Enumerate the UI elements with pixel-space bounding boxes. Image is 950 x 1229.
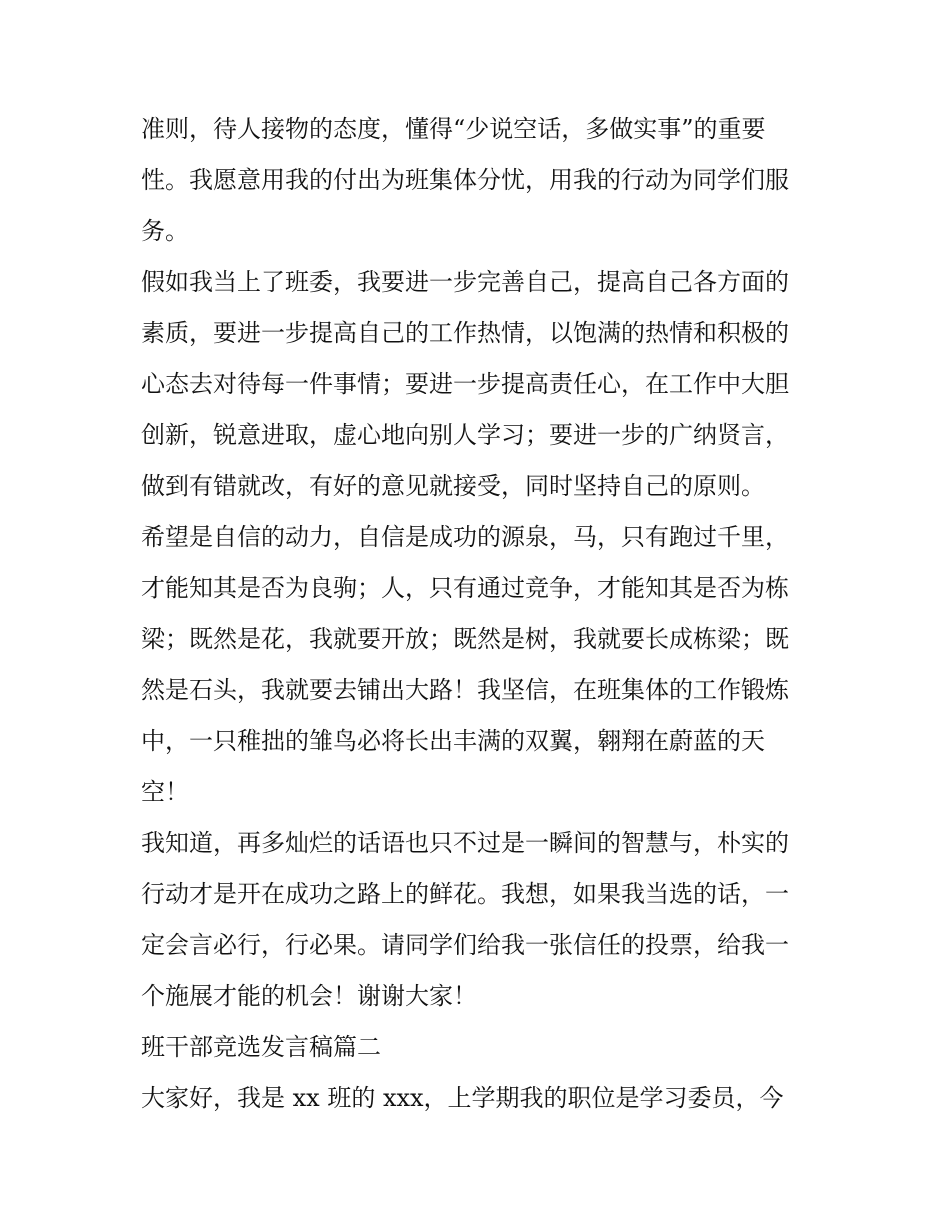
text-line: 梁；既然是花，我就要开放；既然是树，我就要长成栋梁；既 xyxy=(141,625,789,653)
text-line: 务。 xyxy=(141,217,189,245)
text-line: 个施展才能的机会！谢谢大家！ xyxy=(141,982,477,1010)
text-line: 假如我当上了班委，我要进一步完善自己，提高自己各方面的 xyxy=(141,268,789,296)
document-body xyxy=(141,104,831,1124)
text-line: 希望是自信的动力，自信是成功的源泉，马，只有跑过千里， xyxy=(141,523,789,551)
text-line: 心态去对待每一件事情；要进一步提高责任心，在工作中大胆 xyxy=(141,370,789,398)
text-line: 创新，锐意进取，虚心地向别人学习；要进一步的广纳贤言， xyxy=(141,421,789,449)
text-line: 然是石头，我就要去铺出大路！我坚信，在班集体的工作锻炼 xyxy=(141,676,789,704)
text-line: 准则，待人接物的态度，懂得“少说空话，多做实事”的重要 xyxy=(141,115,766,143)
text-line: 大家好，我是 xx 班的 xxx，上学期我的职位是学习委员，今 xyxy=(141,1084,784,1112)
text-line: 素质，要进一步提高自己的工作热情，以饱满的热情和积极的 xyxy=(141,319,789,347)
text-line: 定会言必行，行必果。请同学们给我一张信任的投票，给我一 xyxy=(141,931,789,959)
section-heading: 班干部竞选发言稿篇二 xyxy=(141,1033,381,1061)
text-line: 中，一只稚拙的雏鸟必将长出丰满的双翼，翱翔在蔚蓝的天 xyxy=(141,727,765,755)
text-line: 才能知其是否为良驹；人，只有通过竞争，才能知其是否为栋 xyxy=(141,574,789,602)
text-line: 性。我愿意用我的付出为班集体分忧，用我的行动为同学们服 xyxy=(141,166,789,194)
text-line: 做到有错就改，有好的意见就接受，同时坚持自己的原则。 xyxy=(141,472,765,500)
text-line: 空！ xyxy=(141,778,189,806)
text-line: 行动才是开在成功之路上的鲜花。我想，如果我当选的话，一 xyxy=(141,880,789,908)
text-line: 我知道，再多灿烂的话语也只不过是一瞬间的智慧与，朴实的 xyxy=(141,829,789,857)
